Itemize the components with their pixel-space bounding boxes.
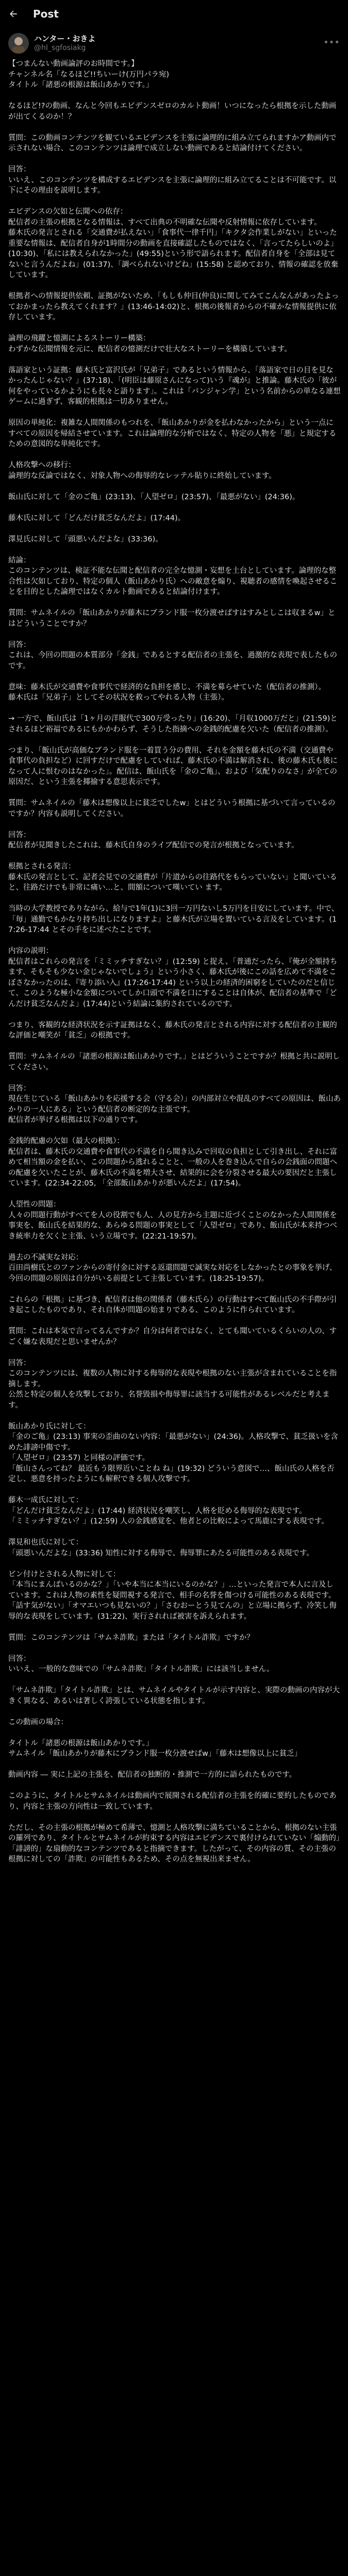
tweet-paragraph: 質問：サムネイルの「飯山あかりが藤木にブランド服一枚分渡せばすはすみとしこは収まるw」とはどういうことですか？ (8, 609, 336, 628)
tweet-paragraph: 根拠者への情報提供依頼、証拠がないため、「もしも仲目(仲良)に関してみてこんなんがあったよっておかまったら教えてくれます？」(13:46-14:02)と、根拠の後報者からの不確かな情報提供に依存しています。 (8, 292, 339, 321)
tweet-paragraph: 回答： いいえ、一般的な意味での「サムネ詐欺」「タイトル詐欺」には該当しません。 (8, 1654, 274, 1673)
tweet-paragraph: 澤見氏に対して「頭悪いんだよな」(33:36)。 (8, 535, 163, 544)
tweet-paragraph: 根拠とされる発言： 藤木氏の発言として、記者会見での交通費が「片道からの往路代をもらっていない」と聞いていると、往路だけでも非常に痛い…と、間額について嘆いてい ます。 (8, 862, 337, 892)
tweet-paragraph: 飯山氏に対して「金のご亀」(23:13)、「人望ゼロ」(23:57)、「最悪がない」(24:36)。 (8, 493, 300, 501)
top-bar (0, 0, 348, 27)
tweet-paragraph: ビン付けとされる人物に対して： 「本当にまんばいるのかな？」「いや本当に本当にいるのかな？」…といった発言で本人に言及しています。これは人物の素性を疑問視する発言で、相手の名誉を傷つける可能性のある表現です。 「話す気がない」「オマエいつも見ないの？」「さむおーとう見てんの」と立場に拠らず、冷笑し侮辱的な表現をしています。(31:22)、実行されれば被害を訴えられます。 (8, 1570, 337, 1621)
tweet-paragraph: これらの「根拠」に基づき、配信者は他の関係者（藤木氏ら）の行動はすべて飯山氏の不手際が引き起こしたものであり、それ自体が問題の始まりである、このように作られています。 (8, 1295, 337, 1314)
tweet-paragraph: 動画内容 ― 実に上記の主張を、配信者の独断的・推測で一方的に語られたものです。 (8, 1771, 297, 1779)
tweet-paragraph: なるほど!?の動画、なんと今回もエビデンスゼロのカルト動画！いつになったら根拠を示した動画が出てくるのか！？ (8, 102, 337, 121)
tweet-paragraph: このように、タイトルとサムネイルは動画内で展開される配信者の主張を的確に要約したものであり、内容と主張の方向性は一致しています。 (8, 1792, 337, 1811)
tweet-paragraph: 質問：サムネイルの「諸悪の根源は飯山あかりです。」とはどういうことですか？根拠と共に説明してください。 (8, 1053, 340, 1072)
tweet-paragraph: 回答： いいえ、このコンテンツを構成するエビデンスを主張に論理的に組み立てることは不可能です。以下にその理由を説明します。 (8, 165, 337, 195)
back-arrow-icon (8, 9, 19, 19)
tweet-paragraph: 質問：このコンテンツは「サムネ詐欺」または「タイトル詐欺」ですか？ (8, 1633, 254, 1642)
tweet-paragraph: 藤木一成氏に対して： 「どんだけ貧乏なんだよ」(17:44) 経済状況を嘲笑し、人格を貶める侮辱的な表現です。 「ミミッチすぎない？」(12:59) 人の金銭感覚を、他者との比較によって馬鹿にする表現です。 (8, 1496, 329, 1526)
tweet-paragraph: 当時の大学教授でありながら、給与で1年(1)に3回一万円ないし5万円を目安にしています。中で、「毎」通勤でもかなり持ち出しになりますよ」と藤木氏が立場を置いている言及をしています。(17:26-17:44 とその手をに述べたことです。 (8, 905, 339, 934)
page-title: Post (33, 7, 59, 20)
tweet-paragraph: 論理の飛躍と憶測によるストーリー構築： わずかな伝聞情報を元に、配信者の憶測だけで壮大なストーリーを構築しています。 (8, 334, 292, 353)
tweet-paragraph: 回答： 配信者が見聞きしたこれは、藤木氏自身のライブ配信での発言が根拠となっています。 (8, 831, 299, 850)
back-button[interactable] (4, 5, 23, 23)
tweet-paragraph: 回答： 現在生じている「飯山あかりを応援する会（守る会）」の内部対立や混乱のすべての原因は、飯山あかりの一人にある」という配信者の断定的な主張です。 配信者が挙げる根拠は以下の通りです。 (8, 1084, 341, 1124)
more-options-icon[interactable]: ••• (323, 37, 340, 48)
tweet-paragraph: 金銭的配慮の欠如（最大の根拠）： 配信者は、藤木氏の交通費や食事代の不満を自ら聞き込みで回収の負担として引き出し、それに富めて相当額の金を払い、この問題から逃れることと、一般の人を巻き込んで自らの会銭面の問題への配慮を欠いたことが、藤木氏の不満を増大させ、結果的に会を分裂させる最大の要因だと主張しています。(22:34-22:05, 「全部飯山あかりが悪いんだよ」(17:54)。 (8, 1137, 337, 1188)
tweet-paragraph: 藤木氏に対して「どんだけ貧乏なんだよ」(17:44)。 (8, 514, 186, 522)
tweet-paragraph: 結論： このコンテンツは、検証不能な伝聞と配信者の完全な憶測・妄想を土台としています。論理的な整合性は欠如しており、特定の個人（飯山あかり氏）への敵意を煽り、視聴者の感情を喚起させることを目的とした論理ではなくカルト動画であると結論付けます。 (8, 556, 337, 596)
avatar[interactable] (8, 33, 29, 54)
tweet-paragraph: 内容の説明： 配信者はこれらの発言を「ミミッチすぎない？」(12:59) と捉え、「普通だったら、『俺が全額持ちます、そもそも少ない金じゃないでしょう』という小さく、藤木氏が後にこの話を広めて不満をこぼさなかったのは、『寄り添い入』(17:26-17:44) という以上の経済的困窮をしていたのだと信じて、このような極小な金額についてしか口頭で不満を口にすることは自体が、配信者の基準で「どんだけ貧乏なんだよ」(17:44)という結論に集約されているのです。 (8, 947, 338, 1008)
tweet-paragraph: 回答： このコンテンツには、複数の人物に対する侮辱的な表現や根拠のない主張が含まれていることを指摘します。 公然と特定の個人を攻撃しており、名誉毀損や侮辱罪に該当する可能性があるレベルだと考えます。 (8, 1359, 337, 1410)
tweet-paragraph: 原因の単純化：複雑な人間関係のもつれを、「飯山あかりが金を払わなかったから」という一点にすべての原因を帰結させています。これは論理的な分析ではなく、特定の人物を「悪」と規定するための意図的な単純化です。 (8, 419, 337, 448)
author-row (8, 32, 340, 55)
tweet-paragraph: 人望性の問題： 人々の問題行動がすべてを人の役割でも人、人の見方から主題に近づくことのなかった人間関係を事実を、飯山氏を結果的な、あらゆる問題の事実として「人望ゼロ」であり、飯山氏が本来持つべき統率力を欠くと主張、いう立場です。(22:21-19:57)。 (8, 1200, 337, 1241)
tweet-paragraph: つまり、「飯山氏が高価なブランド服を一着買う分の費用、それを金額を藤木氏の不満（交通費や食事代の負担など）に回すだけで配慮をしていれば、藤木氏の不満は解消され、後の藤木氏も後になって人に恨むのはなかった」。配信は、飯山氏を「金のご亀」、および「気配りのなさ」が全ての原因だ、という主張を揶揄する意思表示です。 (8, 746, 338, 786)
tweet-paragraph: 過去の不誠実な対応： 百田尚樹氏とのファンからの寄付金に対する返還問題で誠実な対応をしなかったとの事象を挙げ、今回の問題の原因は自分がいる前提として主張しています。(18:25-19:57)。 (8, 1253, 337, 1283)
author-handle[interactable]: @hI_sgfosiakg (34, 44, 86, 52)
tweet-paragraph: 飯山あかり氏に対して： 「金のご亀」(23:13) 事実の歪曲のない内容：「最悪がない」(24:36)。人格攻撃で、貧乏扱いを含めた誹謗中傷です。 「人望ゼロ」(23:57) と同様の評価です。 「飯山さんってね？ 最近もう限界近いことね ね」(19:32) どういう意図で…、飯山氏の人格を否定し、悪意を持ったようにも解釈できる個人攻撃です。 (8, 1422, 338, 1483)
author-name[interactable]: ハンター・おきよ (34, 34, 96, 43)
tweet-paragraph: 澤見和也氏に対して： 「頭悪いんだよな」(33:36) 知性に対する侮辱で、侮辱罪にあたる可能性のある表現です。 (8, 1538, 314, 1557)
tweet-paragraph: ただし、その主張の根拠が極めて希薄で、憶測と人格攻撃に満ちていることから、根拠のない主張の羅列であり、タイトルとサムネイルが約束する内容はエビデンスで裏付けられていない「煽動的」「誹謗的」な扇動的なコンテンツであると指摘できます。したがって、その内容の質、その主張の根拠に対しての「詐欺」の可能性もあるため、その点を無視出来ません。 (8, 1823, 340, 1863)
tweet-paragraph: → 一方で、飯山氏は「1ヶ月の洋服代で300万受ったり」(16:20)、「月収1000万だと」(21:59)とされるほど裕福であるにもかかわらず、そうした指摘への金銭的配慮を欠いた（配信者の推測）。 (8, 715, 338, 734)
tweet-paragraph: 質問：サムネイルの「藤木は想像以上に貧乏でしたw」とはどういう根拠に基づいて言っているのですか？内容も説明してください。 (8, 799, 336, 818)
tweet-paragraph: 回答： これは、今回の問題の本質部分「金銭」であるとする配信者の主張を、過激的な表現で表したものです。 (8, 640, 337, 670)
tweet-paragraph: 人格攻撃への移行： 論理的な反論ではなく、対象人物への侮辱的なレッテル貼りに終始しています。 (8, 461, 276, 480)
tweet-paragraph: 意味：藤木氏が交通費や食事代で経済的な負担を感じ、不満を募らせていた（配信者の推測）。 藤木氏は「兄弟子」としてその状況を救ってやれる人物（主張）。 (8, 683, 326, 702)
tweet-paragraph: 【つまんない動画論評のお時間です。】 チャンネル名「なるほど!!ちいーけ(万円パラ宛) タイトル「諸悪の根源は飯山あかりです。」 (8, 60, 170, 89)
avatar-image (8, 33, 29, 54)
tweet-text (8, 59, 341, 1875)
tweet-paragraph: 質問：これは本気で言ってるんですか？自分は何者ではなく、とても聞いているくらいの人の、すごく嫌な表現だと思いませんか？ (8, 1327, 337, 1346)
tweet-paragraph: この動画の場合： (8, 1718, 68, 1726)
tweet-paragraph: つまり、客観的な経済状況を示す証拠はなく、藤木氏の発言とされる内容に対する配信者の主観的な評価と嘲笑が「貧乏」の根拠です。 (8, 1021, 337, 1040)
tweet-paragraph: 落語家という証拠：藤木氏と富沢氏が「兄弟子」であるという情報から、「落語家で日の目を見なかったんじゃない？」(37:18)、「(明臣は藤原さんになって)いう『魂が』と推論。藤木氏の「彼が何をやっているかようにも長々と語ります」。これは「バンジャン学」という名前からの単なる連想ゲームに過ぎず、客観的根拠は一切ありません。 (8, 366, 341, 406)
tweet-paragraph: 質問：この動画コンテンツを観ているエビデンスを主張に論理的に組み立てられますかア動画内で示されない場合、このコンテンツは論理で成立しない動画であると結論付けてください。 (8, 133, 337, 152)
tweet-paragraph: タイトル「諸悪の根源は飯山あかりです。」 サムネイル「飯山あかりが藤木にブランド服一枚分渡せばw」「藤木は想像以上に貧乏」 (8, 1739, 302, 1758)
tweet-paragraph: 「サムネ詐欺」「タイトル詐欺」とは、サムネイルやタイトルが示す内容と、実際の動画の内容が大きく異なる、あるいは著しく誇張している状態を指します。 (8, 1686, 340, 1705)
tweet-paragraph: エビデンスの欠如と伝聞への依存： 配信者の主張の根拠となる情報は、すべて出典の不明確な伝聞や反射情報に依存しています。 藤木氏の発言とされる「交通費が払えない」「食事代一律千円」「キクタ会作業しがない」といった重要な情報は、配信者自身が1時間分の動画を直接確認したものではなく、「言ってたらしいのよ」(10:30)、「私には教えられなかった」(49:55)という形で語られます。配信者自身を「全部は見てないと言うんだよね」(01:37)、「調べられないけどね」(15:58) と認めており、情報の確認を放棄しています。 (8, 208, 339, 279)
